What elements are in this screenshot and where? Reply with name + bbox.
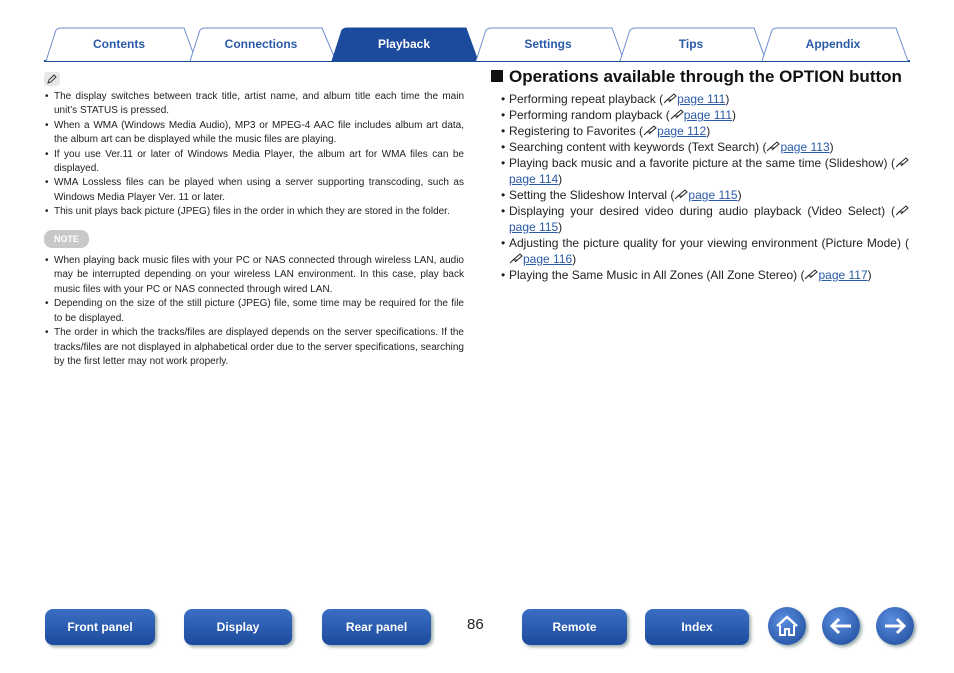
tab-connections[interactable]: Connections	[224, 37, 298, 51]
square-bullet-icon	[491, 70, 503, 82]
list-item: • This unit plays back picture (JPEG) files in the order in which they are stored in the folder.	[44, 205, 464, 219]
list-item: • When a WMA (Windows Media Audio), MP3 or MPEG-4 AAC file includes album art data, the album art can be displayed while the music files are playing.	[44, 119, 464, 148]
rear-panel-button[interactable]: Rear panel	[322, 609, 431, 645]
list-item-text: )	[737, 188, 742, 202]
arrow-right-icon	[883, 617, 907, 635]
list-item	[491, 267, 909, 283]
display-button[interactable]: Display	[184, 609, 292, 645]
tab-tips[interactable]: Tips	[678, 37, 704, 51]
page-reference-icon	[663, 93, 677, 104]
tab-playback[interactable]: Playback	[377, 37, 431, 51]
tab-appendix[interactable]: Appendix	[805, 37, 861, 51]
page-reference-icon	[766, 141, 780, 152]
list-item-text: )	[867, 268, 872, 282]
list-item	[491, 235, 909, 267]
list-item-text: Setting the Slideshow Interval (	[509, 188, 675, 202]
page-number: 86	[467, 616, 484, 633]
list-item-text: )	[829, 140, 834, 154]
page-link[interactable]: page 113	[780, 140, 830, 154]
page-link[interactable]: page 112	[657, 124, 707, 138]
page-reference-icon	[895, 157, 909, 168]
list-item-text: )	[572, 252, 577, 266]
list-item-text: Registering to Favorites (	[509, 124, 644, 138]
home-button[interactable]	[768, 607, 806, 645]
pencil-icon	[44, 72, 60, 86]
back-button[interactable]	[822, 607, 860, 645]
list-item-text: Performing random playback (	[509, 108, 670, 122]
tab-contents[interactable]: Contents	[93, 37, 145, 51]
list-item	[491, 107, 909, 123]
option-list	[491, 91, 909, 283]
list-item-text: )	[725, 92, 730, 106]
tab-bar	[0, 0, 954, 64]
list-item: • The order in which the tracks/files are displayed depends on the server specifications. If the tracks/files are not displayed in alphabetical order due to the server specifications, searching by the first letter may not work properly.	[44, 326, 464, 369]
page-reference-icon	[804, 269, 818, 280]
list-item-text: Playing the Same Music in All Zones (All Zone Stereo) (	[509, 268, 805, 282]
index-button[interactable]: Index	[645, 609, 749, 645]
list-item-text: Displaying your desired video during audio playback (Video Select) (	[509, 204, 895, 218]
page-link[interactable]: page 116	[523, 252, 573, 266]
list-item	[491, 203, 909, 235]
front-panel-button[interactable]: Front panel	[45, 609, 155, 645]
page-link[interactable]: page 117	[818, 268, 868, 282]
page-reference-icon	[670, 109, 684, 120]
list-item	[491, 91, 909, 107]
list-item-text: )	[558, 220, 563, 234]
forward-button[interactable]	[876, 607, 914, 645]
page-link[interactable]: page 114	[509, 172, 559, 186]
remote-button[interactable]: Remote	[522, 609, 627, 645]
right-column	[491, 66, 909, 283]
list-item	[491, 187, 909, 203]
list-item-text: )	[732, 108, 737, 122]
list-item: • When playing back music files with your PC or NAS connected through wireless LAN, audio may be interrupted depending on your wireless LAN environment. In this case, play back music files with your PC or NAS connected through wired LAN.	[44, 254, 464, 297]
list-item-text: Searching content with keywords (Text Search) (	[509, 140, 767, 154]
list-item-text: )	[706, 124, 711, 138]
page-reference-icon	[674, 189, 688, 200]
arrow-left-icon	[829, 617, 853, 635]
list-item: • Depending on the size of the still picture (JPEG) file, some time may be required for the file to be displayed.	[44, 297, 464, 326]
page-reference-icon	[643, 125, 657, 136]
list-item: • The display switches between track title, artist name, and album title each time the main unit’s STATUS is pressed.	[44, 90, 464, 119]
note-list	[44, 254, 464, 369]
list-item-text: Performing repeat playback (	[509, 92, 664, 106]
list-item	[491, 139, 909, 155]
list-item-text: )	[558, 172, 563, 186]
tab-settings[interactable]: Settings	[524, 37, 572, 51]
list-item-text: Adjusting the picture quality for your viewing environment (Picture Mode) (	[509, 236, 909, 250]
page-reference-icon	[895, 205, 909, 216]
section-heading-text: Operations available through the OPTION button	[509, 67, 902, 86]
list-item	[491, 123, 909, 139]
list-item	[491, 155, 909, 187]
list-item: • WMA Lossless files can be played when using a server supporting transcoding, such as Windows Media Player Ver. 11 or later.	[44, 176, 464, 205]
page-link[interactable]: page 115	[688, 188, 738, 202]
left-column	[44, 72, 464, 369]
tab-outline	[0, 0, 954, 64]
page-reference-icon	[509, 253, 523, 264]
section-heading	[491, 66, 909, 87]
page-link[interactable]: page 111	[683, 108, 733, 122]
home-icon	[775, 615, 799, 637]
page-link[interactable]: page 111	[677, 92, 726, 106]
memo-list	[44, 90, 464, 220]
note-badge: NOTE	[44, 230, 89, 248]
list-item-text: Playing back music and a favorite picture at the same time (Slideshow) (	[509, 156, 895, 170]
page-link[interactable]: page 115	[509, 220, 559, 234]
list-item: • If you use Ver.11 or later of Windows Media Player, the album art for WMA files can be displayed.	[44, 148, 464, 177]
